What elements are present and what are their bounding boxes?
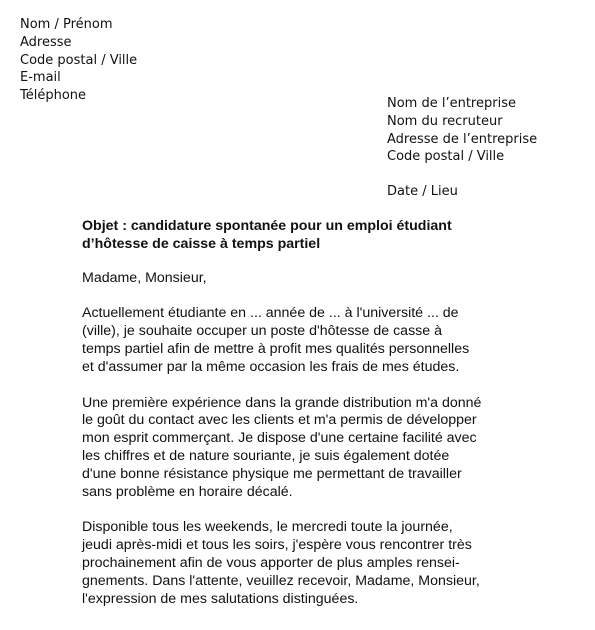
recipient-postal-city: Code postal / Ville: [387, 149, 505, 165]
paragraph-line: d'une bonne résistance physique me permettant de travailler: [82, 465, 462, 482]
date-place: Date / Lieu: [387, 184, 458, 199]
paragraph-line: temps partiel afin de mettre à profit mes qualités personnelles: [82, 340, 470, 357]
paragraph-line: mon esprit commerçant. Je dispose d'une certaine facilité avec: [82, 430, 477, 447]
paragraph-line: les chiffres et de nature souriante, je suis également dotée: [82, 447, 450, 464]
paragraph-line: Disponible tous les weekends, le mercredi toute la journée,: [82, 519, 453, 536]
sender-postal-city: Code postal / Ville: [20, 52, 138, 68]
sender-block: [20, 16, 137, 105]
recipient-block: [387, 95, 537, 166]
salutation: Madame, Monsieur,: [82, 269, 207, 286]
paragraph-line: Une première expérience dans la grande distribution m'a donné: [82, 394, 482, 411]
letter-body: [82, 218, 522, 626]
recipient-recruiter: Nom du recruteur: [387, 113, 503, 129]
sender-name: Nom / Prénom: [20, 17, 113, 32]
sender-phone: Téléphone: [20, 88, 87, 104]
recipient-company: Nom de l’entreprise: [387, 96, 516, 111]
subject-line: d’hôtesse de caisse à temps partiel: [82, 235, 321, 252]
sender-address: Adresse: [20, 34, 72, 50]
paragraph-line: prochainement afin de vous apporter de plus amples rensei-: [82, 554, 460, 571]
paragraph-line: et d'assumer par la même occasion les frais de mes études.: [82, 358, 460, 375]
paragraph-1: [82, 305, 522, 376]
letter-subject: [82, 218, 522, 254]
paragraph-line: gnements. Dans l'attente, veuillez recevoir, Madame, Monsieur,: [82, 572, 480, 589]
paragraph-2: [82, 395, 522, 502]
paragraph-3: [82, 519, 522, 608]
subject-line: Objet : candidature spontanée pour un emploi étudiant: [82, 218, 452, 234]
paragraph-line: sans problème en horaire décalé.: [82, 483, 293, 500]
paragraph-line: jeudi après-midi et tous les soirs, j'espère vous rencontrer très: [82, 537, 472, 554]
paragraph-line: Actuellement étudiante en ... année de ... à l'université ... de: [82, 305, 459, 322]
paragraph-line: le goût du contact avec les clients et m'a permis de développer: [82, 412, 477, 429]
paragraph-line: l'expression de mes salutations distinguées.: [82, 590, 359, 607]
paragraph-line: (ville), je souhaite occuper un poste d'hôtesse de casse à: [82, 323, 442, 340]
recipient-address: Adresse de l’entreprise: [387, 131, 538, 147]
sender-email: E-mail: [20, 70, 61, 86]
